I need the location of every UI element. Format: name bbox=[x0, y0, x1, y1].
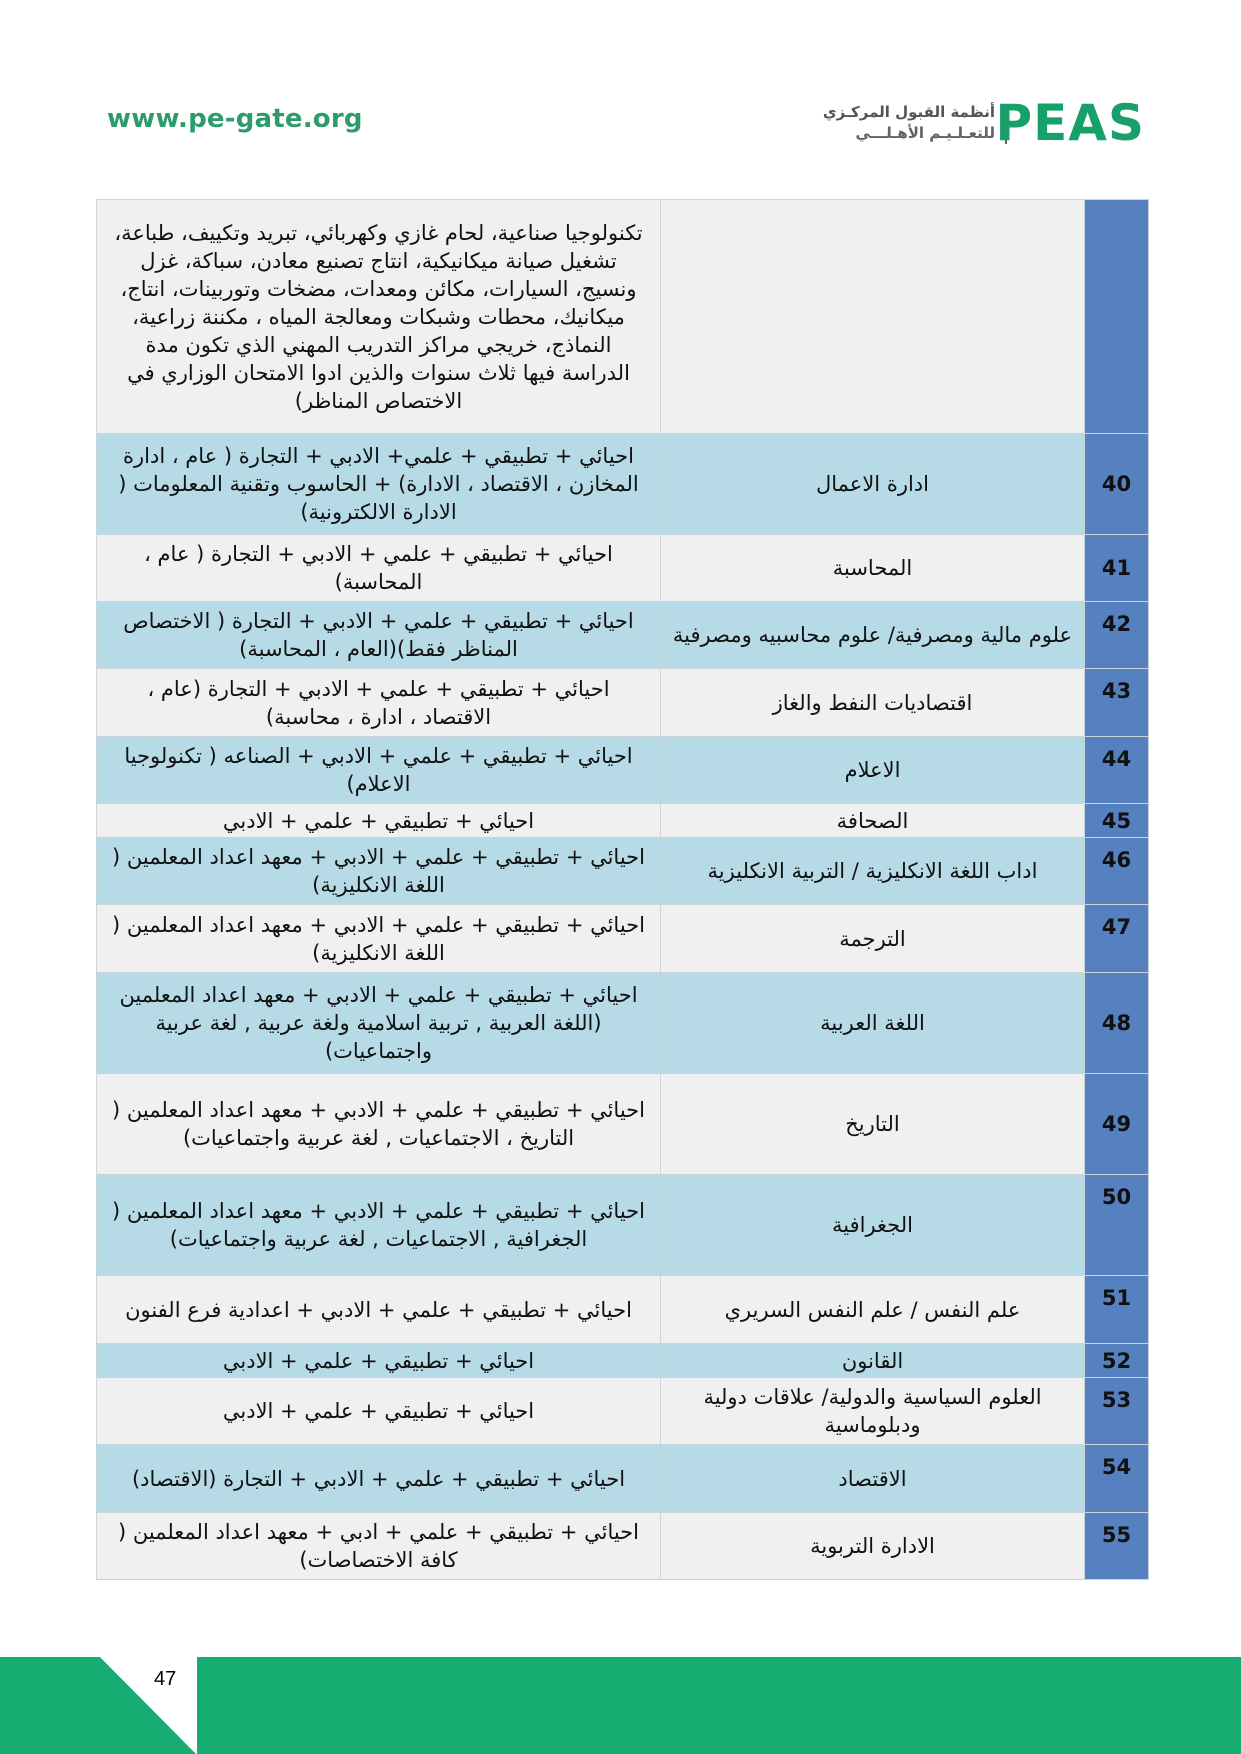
row-number: 45 bbox=[1085, 804, 1149, 838]
row-number: 40 bbox=[1085, 434, 1149, 535]
major-cell: الاعلام bbox=[661, 737, 1085, 804]
row-number: 46 bbox=[1085, 838, 1149, 905]
logo-wordmark: PEAS bbox=[995, 94, 1145, 152]
major-cell: الاقتصاد bbox=[661, 1445, 1085, 1513]
major-cell: القانون bbox=[661, 1344, 1085, 1378]
row-number: 43 bbox=[1085, 669, 1149, 737]
row-number: 51 bbox=[1085, 1276, 1149, 1344]
table-row bbox=[97, 1445, 1149, 1513]
table-row bbox=[97, 200, 1149, 434]
requirements-cell: احيائي + تطبيقي + علمي + الادبي + معهد اعداد المعلمين ( التاريخ ، الاجتماعيات , لغة عربية واجتماعيات) bbox=[97, 1074, 661, 1175]
requirements-cell: احيائي + تطبيقي + علمي + الادبي bbox=[97, 804, 661, 838]
requirements-cell: احيائي + تطبيقي + علمي + ادبي + معهد اعداد المعلمين ( كافة الاختصاصات) bbox=[97, 1513, 661, 1580]
table-row bbox=[97, 1276, 1149, 1344]
major-cell: الصحافة bbox=[661, 804, 1085, 838]
requirements-cell: احيائي + تطبيقي + علمي + الادبي + التجارة ( عام ، المحاسبة) bbox=[97, 535, 661, 602]
row-number: 41 bbox=[1085, 535, 1149, 602]
requirements-cell: احيائي + تطبيقي + علمي + الادبي + التجارة (الاقتصاد) bbox=[97, 1445, 661, 1513]
major-cell: العلوم السياسية والدولية/ علاقات دولية ودبلوماسية bbox=[661, 1378, 1085, 1445]
table-row bbox=[97, 1513, 1149, 1580]
row-number: 55 bbox=[1085, 1513, 1149, 1580]
peas-logo bbox=[820, 94, 1145, 152]
major-cell: علم النفس / علم النفس السريري bbox=[661, 1276, 1085, 1344]
logo-line-2: للتعـلـيـم الأهـلـــي bbox=[855, 124, 995, 142]
logo-arabic-text bbox=[823, 102, 995, 144]
table-row bbox=[97, 804, 1149, 838]
requirements-cell: احيائي + تطبيقي + علمي + الادبي bbox=[97, 1344, 661, 1378]
table-row bbox=[97, 669, 1149, 737]
row-number: 52 bbox=[1085, 1344, 1149, 1378]
requirements-cell: احيائي + تطبيقي + علمي + الادبي + معهد اعداد المعلمين ( اللغة الانكليزية) bbox=[97, 838, 661, 905]
major-cell: علوم مالية ومصرفية/ علوم محاسبيه ومصرفية bbox=[661, 602, 1085, 669]
table-row bbox=[97, 973, 1149, 1074]
table-row bbox=[97, 1344, 1149, 1378]
requirements-cell: احيائي + تطبيقي + علمي + الادبي + الصناعه ( تكنولوجيا الاعلام) bbox=[97, 737, 661, 804]
row-number: 48 bbox=[1085, 973, 1149, 1074]
requirements-cell: احيائي + تطبيقي + علمي + الادبي + معهد اعداد المعلمين ( الجغرافية , الاجتماعيات , لغة عربية واجتماعيات) bbox=[97, 1175, 661, 1276]
major-cell: الادارة التربوية bbox=[661, 1513, 1085, 1580]
major-cell: الجغرافية bbox=[661, 1175, 1085, 1276]
requirements-cell: احيائي + تطبيقي + علمي + الادبي + التجارة (عام ، الاقتصاد ، ادارة ، محاسبة) bbox=[97, 669, 661, 737]
major-cell: ادارة الاعمال bbox=[661, 434, 1085, 535]
table-row bbox=[97, 905, 1149, 973]
row-number: 50 bbox=[1085, 1175, 1149, 1276]
major-cell: التاريخ bbox=[661, 1074, 1085, 1175]
page-number: 47 bbox=[154, 1668, 177, 1690]
requirements-cell: احيائي + تطبيقي + علمي + الادبي bbox=[97, 1378, 661, 1445]
requirements-cell: احيائي + تطبيقي + علمي + الادبي + معهد اعداد المعلمين ( اللغة الانكليزية) bbox=[97, 905, 661, 973]
major-cell: اداب اللغة الانكليزية / التربية الانكليزية bbox=[661, 838, 1085, 905]
logo-line-1: أنظمة القبول المركـزي bbox=[822, 103, 995, 121]
footer-green-bar bbox=[197, 1657, 1241, 1754]
table-row bbox=[97, 1074, 1149, 1175]
row-number: 47 bbox=[1085, 905, 1149, 973]
requirements-cell: احيائي + تطبيقي + علمي + الادبي + اعدادية فرع الفنون bbox=[97, 1276, 661, 1344]
requirements-cell: احيائي + تطبيقي + علمي + الادبي + معهد اعداد المعلمين (اللغة العربية , تربية اسلامية ولغة عربية , لغة عربية واجتماعيات) bbox=[97, 973, 661, 1074]
requirements-cell: احيائي + تطبيقي + علمي + الادبي + التجارة ( الاختصاص المناظر فقط)(العام ، المحاسبة) bbox=[97, 602, 661, 669]
row-number: 53 bbox=[1085, 1378, 1149, 1445]
major-cell: اللغة العربية bbox=[661, 973, 1085, 1074]
table-row bbox=[97, 1175, 1149, 1276]
requirements-cell: احيائي + تطبيقي + علمي+ الادبي + التجارة ( عام ، ادارة المخازن ، الاقتصاد ، الادارة) + الحاسوب وتقنية المعلومات ( الادارة الالكترونية) bbox=[97, 434, 661, 535]
row-number: 42 bbox=[1085, 602, 1149, 669]
requirements-cell: تكنولوجيا صناعية، لحام غازي وكهربائي، تبريد وتكييف، طباعة، تشغيل صيانة ميكانيكية، انتاج تصنيع معادن، سباكة، غزل ونسيج، السيارات، مكائن ومعدات، مضخات وتوربينات، انتاج، ميكانيك، محطات وشبكات ومعالجة المياه ، مكننة زراعية، النماذج، خريجي مراكز التدريب المهني الذي تكون مدة الدراسة فيها ثلاث سنوات والذين ادوا الامتحان الوزاري في الاختصاص المناظر) bbox=[97, 200, 661, 434]
table-row bbox=[97, 1378, 1149, 1445]
row-number bbox=[1085, 200, 1149, 434]
row-number: 49 bbox=[1085, 1074, 1149, 1175]
major-cell bbox=[661, 200, 1085, 434]
footer-band bbox=[0, 1657, 1241, 1754]
website-url[interactable]: www.pe-gate.org bbox=[107, 104, 363, 134]
major-cell: الترجمة bbox=[661, 905, 1085, 973]
table-row bbox=[97, 535, 1149, 602]
table-row bbox=[97, 838, 1149, 905]
admission-table bbox=[96, 199, 1149, 1580]
table-row bbox=[97, 737, 1149, 804]
row-number: 54 bbox=[1085, 1445, 1149, 1513]
major-cell: اقتصاديات النفط والغاز bbox=[661, 669, 1085, 737]
table-row bbox=[97, 434, 1149, 535]
major-cell: المحاسبة bbox=[661, 535, 1085, 602]
table-row bbox=[97, 602, 1149, 669]
row-number: 44 bbox=[1085, 737, 1149, 804]
